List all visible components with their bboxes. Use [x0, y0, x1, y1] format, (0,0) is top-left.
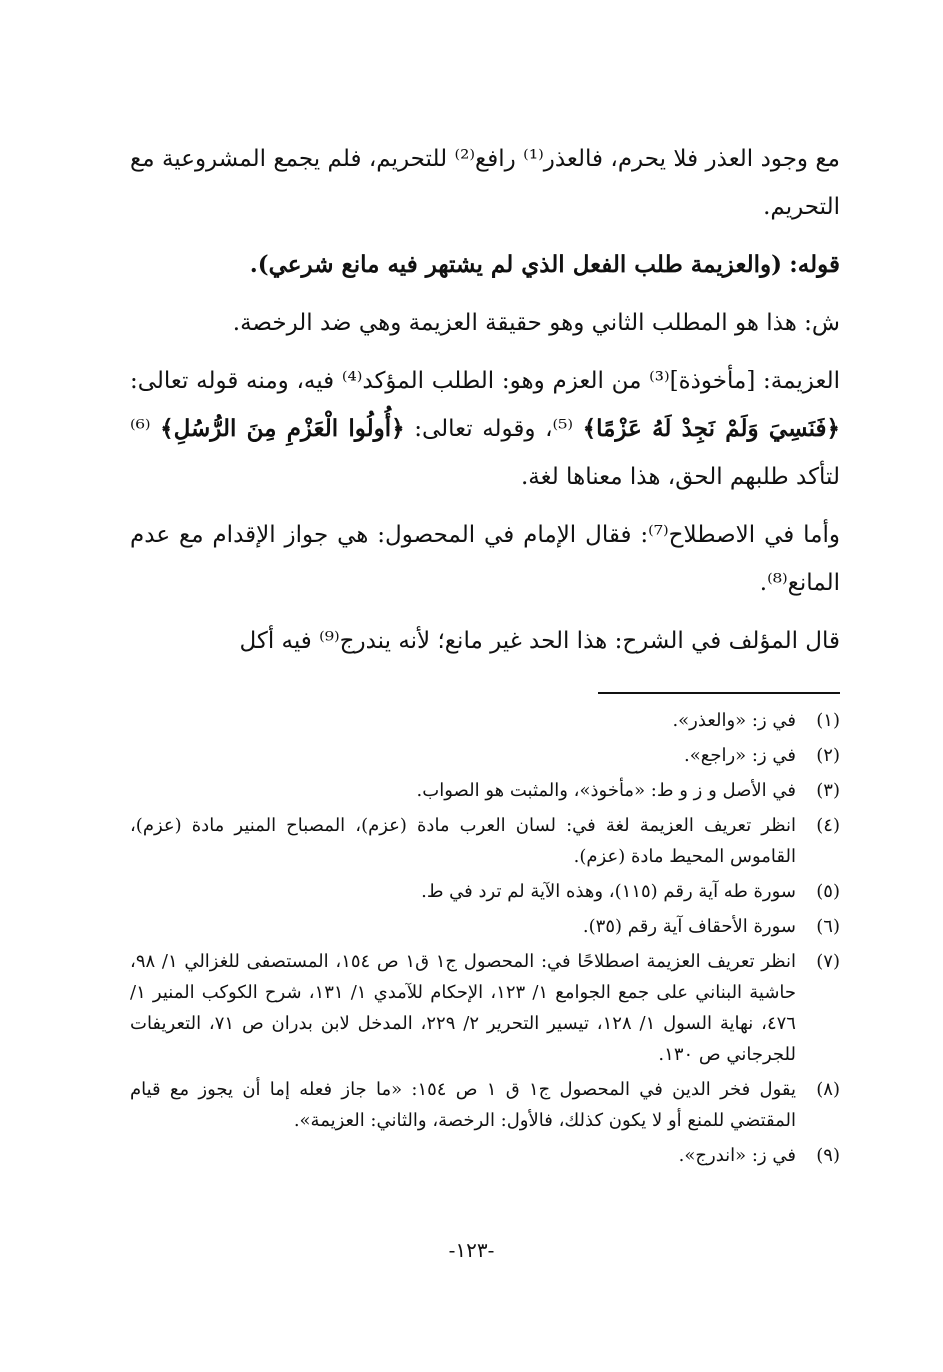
- quran-verse-1: ﴿فَنَسِيَ وَلَمْ نَجِدْ لَهُ عَزْمًا﴾: [582, 415, 841, 442]
- footnote-number: (٥): [816, 881, 840, 902]
- footnote-5: [130, 876, 840, 907]
- footnote-number: (٣): [816, 780, 840, 801]
- quote-text: (والعزيمة طلب الفعل الذي لم يشتهر فيه مانع شرعي).: [249, 251, 782, 278]
- paragraph-4-part-2: ⁽⁵⁾، وقوله تعالى:: [414, 416, 574, 442]
- footnote-number: (٩): [816, 1145, 840, 1166]
- footnote-6: [130, 911, 840, 942]
- paragraph-1: مع وجود العذر فلا يحرم، فالعذر⁽¹⁾ رافع⁽²⁾ للتحريم، فلم يجمع المشروعية مع التحريم.: [130, 146, 840, 220]
- footnote-number: (٨): [816, 1079, 840, 1100]
- footnote-7: [130, 946, 840, 1070]
- footnote-number: (٧): [816, 951, 840, 972]
- paragraph-4-part-3: ⁽⁶⁾ لتأكد طلبهم الحق، هذا معناها لغة.: [130, 416, 840, 490]
- footnote-text: انظر تعريف العزيمة لغة في: لسان العرب مادة (عزم)، المصباح المنير مادة (عزم)، القاموس المحيط مادة (عزم).: [130, 815, 796, 867]
- footnote-1: [130, 705, 840, 736]
- footnote-number: (٦): [816, 916, 840, 937]
- footnote-3: [130, 775, 840, 806]
- footnote-text: سورة طه آية رقم (١١٥)، وهذه الآية لم ترد في ط.: [421, 881, 796, 902]
- footnote-text: في الأصل و ز و ط: «مأخوذ»، والمثبت هو الصواب.: [416, 780, 796, 801]
- paragraph-4-part-1: العزيمة: [مأخوذة]⁽³⁾ من العزم وهو: الطلب المؤكد⁽⁴⁾ فيه، ومنه قوله تعالى:: [130, 368, 840, 394]
- paragraph-5: وأما في الاصطلاح⁽⁷⁾: فقال الإمام في المحصول: هي جواز الإقدام مع عدم المانع⁽⁸⁾.: [130, 522, 840, 596]
- quote-lead: قوله:: [789, 251, 840, 278]
- footnote-8: [130, 1074, 840, 1136]
- footnote-number: (٤): [816, 815, 840, 836]
- footnotes: [130, 705, 840, 1175]
- paragraph-3: ش: هذا هو المطلب الثاني وهو حقيقة العزيمة وهي ضد الرخصة.: [232, 310, 840, 336]
- footnote-number: (١): [816, 710, 840, 731]
- quran-verse-2: ﴿أُولُوا الْعَزْمِ مِنَ الرُّسُلِ﴾: [160, 415, 405, 442]
- footnote-text: في ز: «راجع».: [684, 745, 796, 766]
- page-number: -١٢٣-: [448, 1238, 495, 1262]
- footnote-text: في ز: «اندرج».: [678, 1145, 796, 1166]
- footnote-text: انظر تعريف العزيمة اصطلاحًا في: المحصول ج١ ق١ ص ١٥٤، المستصفى للغزالي ١/ ٩٨، حاشية البناني على جمع الجوامع ١/ ١٢٣، الإحكام للآمدي ١/ ١٣١، شرح الكوكب المنير ١/ ٤٧٦، نهاية السول ١/ ١٢٨، تيسير التحرير ٢/ ٢٢٩، المدخل لابن بدران ص ٧١، التعريفات للجرجاني ص ١٣٠.: [130, 951, 797, 1065]
- footnote-text: في ز: «والعذر».: [672, 710, 796, 731]
- footnote-9: [130, 1140, 840, 1171]
- footnote-number: (٢): [816, 745, 840, 766]
- footnote-text: يقول فخر الدين في المحصول ج١ ق ١ ص ١٥٤: «ما جاز فعله إما أن يجوز مع قيام المقتضي للمنع أو لا يكون كذلك، فالأول: الرخصة، والثاني: العزيمة».: [130, 1079, 796, 1131]
- paragraph-2: [130, 241, 840, 289]
- footnote-2: [130, 740, 840, 771]
- footnote-divider: [598, 692, 840, 694]
- footnote-4: [130, 810, 840, 872]
- main-text: [130, 135, 840, 675]
- footnote-text: سورة الأحقاف آية رقم (٣٥).: [582, 916, 796, 937]
- paragraph-4: [130, 357, 840, 501]
- paragraph-6: قال المؤلف في الشرح: هذا الحد غير مانع؛ لأنه يندرج⁽⁹⁾ فيه أكل: [239, 628, 840, 654]
